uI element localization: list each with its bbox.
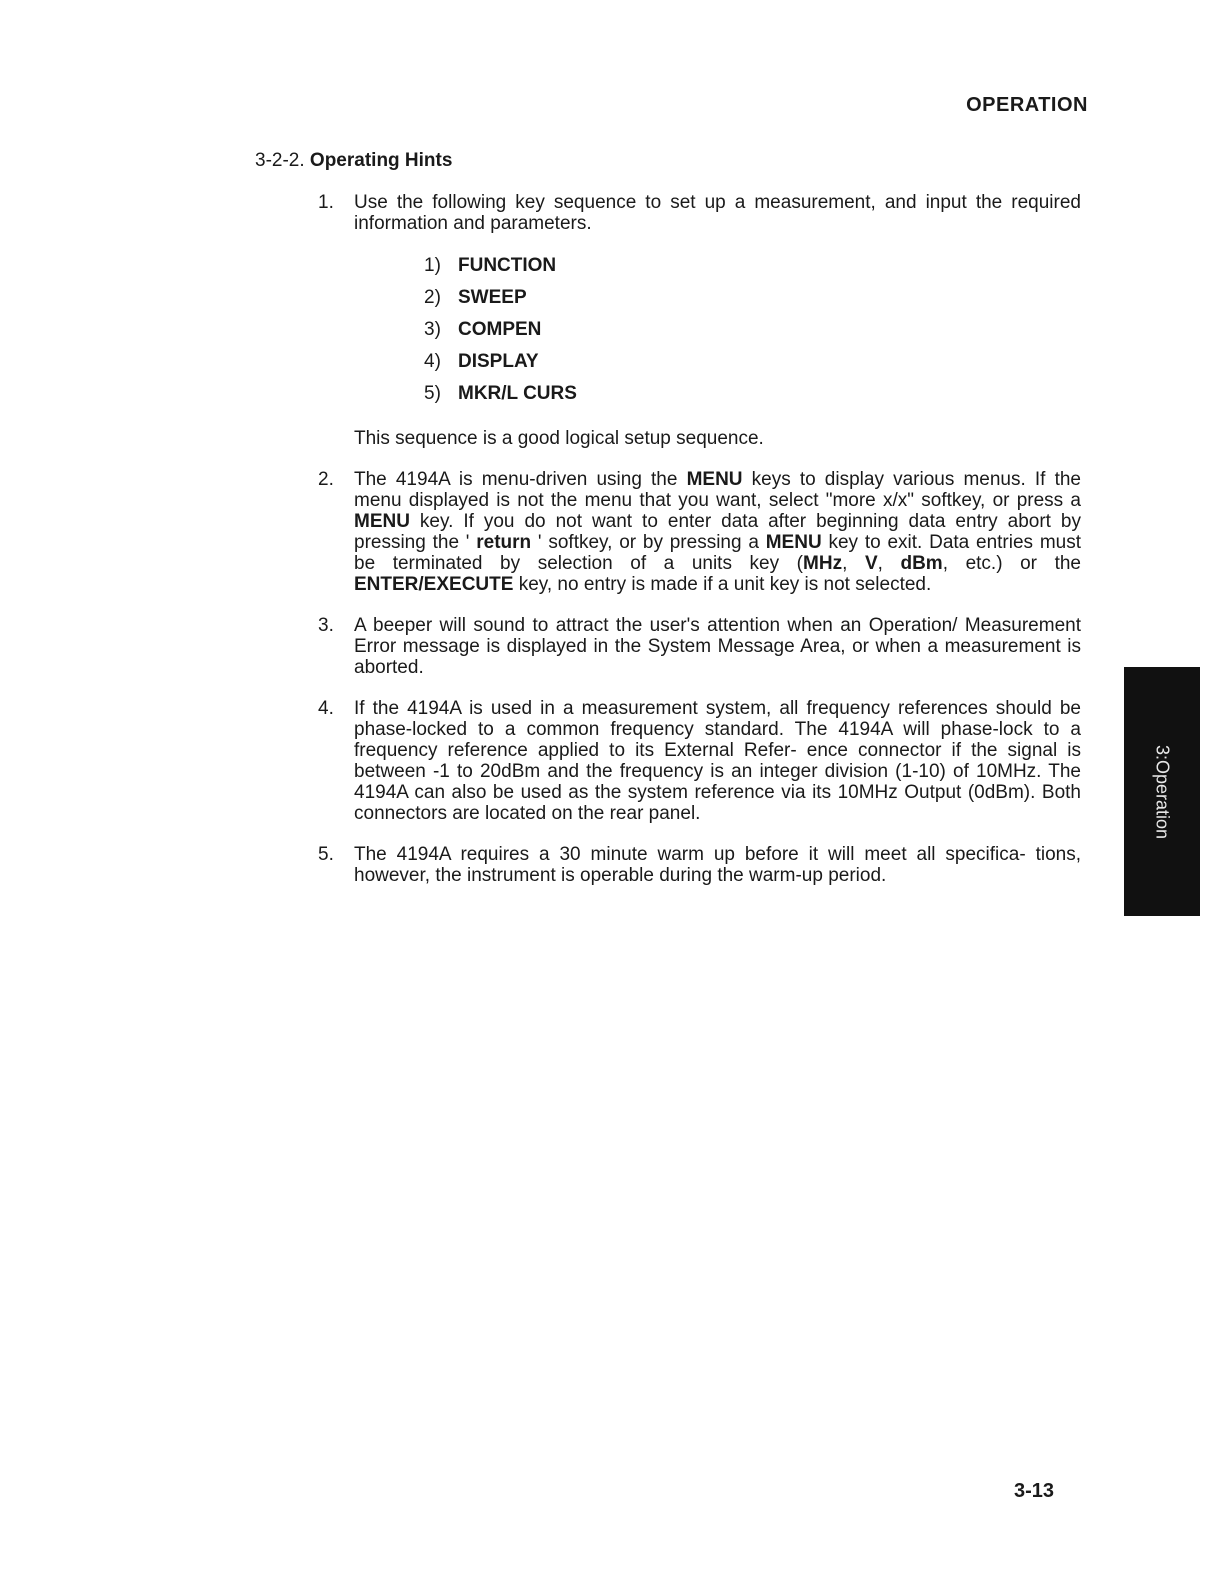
hints-list [306,192,1081,906]
text-run: keys to display various menus. If the menu displayed is not the menu that you want, select "more x/x" softkey, or press a [354,469,1081,511]
list-item-note: This sequence is a good logical setup sequence. [354,428,764,449]
list-item-marker: 5. [318,844,334,865]
list-item-marker: 1. [318,192,334,213]
list-item-text [354,469,1081,595]
key-name: DISPLAY [458,351,539,372]
list-item [306,615,1081,678]
list-item-marker: 3. [318,615,334,636]
list-item [306,844,1081,886]
list-item [306,192,1081,449]
side-tab-label: 3:Operation [1152,744,1173,839]
list-item-text: Use the following key sequence to set up a measurement, and input the required information and parameters. [354,192,1081,234]
key-name: SWEEP [458,287,527,308]
page-header-title: OPERATION [966,94,1088,116]
list-item-marker: 2. [318,469,334,490]
text-run: key. If you do not want to enter data after beginning data entry abort by pressing the ' [354,511,1081,553]
key-sequence-item [424,314,1081,346]
text-run: ' softkey, or by pressing a [531,532,766,553]
key-sequence-list [424,250,1081,410]
chapter-side-tab [1124,667,1200,916]
key-sequence-item [424,378,1081,410]
text-run: , [877,553,901,574]
text-run: , [842,553,865,574]
key-term: return [476,532,532,553]
key-step-number: 3) [424,319,441,340]
key-step-number: 2) [424,287,441,308]
page-number: 3-13 [1013,1480,1054,1502]
list-item-marker: 4. [318,698,334,719]
key-sequence-item [424,346,1081,378]
key-step-number: 4) [424,351,441,372]
list-item-text: If the 4194A is used in a measurement system, all frequency references should be phase-locked to a common frequency standard. The 4194A will phase-lock to a frequency reference applied to its External Refer- ence connector if the signal is between -1 to 20dBm and the frequency is an integer division (1-10) of 10MHz. The 4194A can also be used as the system reference via its 10MHz Output (0dBm). Both connectors are located on the rear panel. [354,698,1081,824]
key-term: MENU [354,511,410,532]
list-item-text: The 4194A requires a 30 minute warm up before it will meet all specifica- tions, however, the instrument is operable during the warm-up period. [354,844,1081,886]
list-item-text: A beeper will sound to attract the user's attention when an Operation/ Measurement Error message is displayed in the System Message Area, or when a measurement is aborted. [354,615,1081,678]
key-term: MENU [686,469,743,490]
section-heading [255,150,452,172]
key-name: FUNCTION [458,255,557,276]
key-step-number: 5) [424,383,441,404]
key-step-number: 1) [424,255,441,276]
key-term: dBm [900,553,943,574]
text-run: The 4194A is menu-driven using the [354,469,687,490]
key-sequence-item [424,282,1081,314]
section-number: 3-2-2. [255,150,305,171]
key-term: MENU [765,532,822,553]
key-term: V [864,553,878,574]
list-item [306,698,1081,824]
list-item [306,469,1081,595]
key-term: ENTER/EXECUTE [354,574,514,595]
key-sequence-item [424,250,1081,282]
key-name: MKR/L CURS [458,383,577,404]
key-name: COMPEN [458,319,542,340]
text-run: , etc.) or the [942,553,1081,574]
section-title: Operating Hints [309,150,453,171]
text-run: key, no entry is made if a unit key is not selected. [513,574,932,595]
key-term: MHz [803,553,843,574]
text-run: key to exit. Data entries must be terminated by selection of a units key ( [354,532,1082,574]
